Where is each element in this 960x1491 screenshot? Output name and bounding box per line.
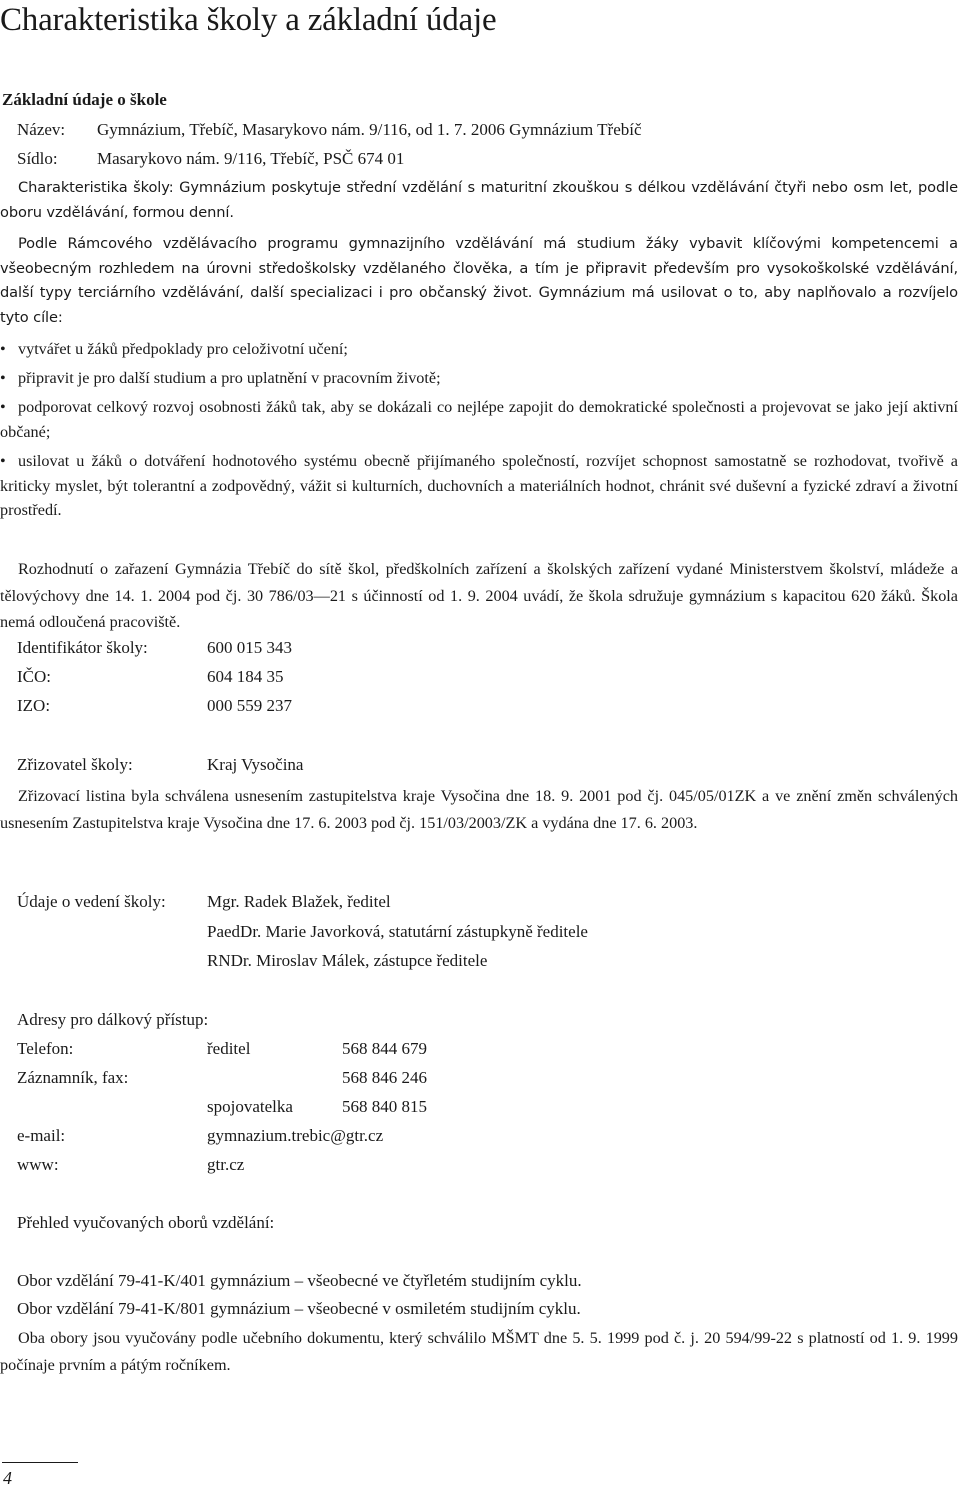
- program-item: Obor vzdělání 79-41-K/401 gymnázium – všeobecné ve čtyřletém studijním cyklu.: [17, 1271, 582, 1290]
- izo-label: IZO:: [17, 696, 51, 715]
- answering-number: 568 846 246: [342, 1068, 427, 1087]
- bullet-icon: •: [0, 369, 6, 387]
- management-label: Údaje o vedení školy:: [17, 892, 166, 911]
- school-id-value: 600 015 343: [207, 638, 292, 657]
- founding-charter: Zřizovací listina byla schválena usnesením zastupitelstva kraje Vysočina dne 18. 9. 2001 pod čj. 045/05/01ZK a ve znění změn schválených usnesením Zastupitelstva kraje Vysočina dne 17. 6. 2003 pod čj. 151/03/2003/ZK a vydána dne 17. 6. 2003.: [0, 787, 958, 832]
- basic-info-heading: Základní údaje o škole: [2, 90, 167, 109]
- deputy-director: RNDr. Miroslav Málek, zástupce ředitele: [207, 951, 488, 970]
- deputy-statutory: PaedDr. Marie Javorková, statutární zástupkyně ředitele: [207, 922, 588, 941]
- operator-number: 568 840 815: [342, 1097, 427, 1116]
- bullet-icon: •: [0, 340, 6, 358]
- name-label: Název:: [17, 120, 66, 139]
- goal-item: • vytvářet u žáků předpoklady pro celoživotní učení;: [0, 337, 958, 362]
- name-value: Gymnázium, Třebíč, Masarykovo nám. 9/116, od 1. 7. 2006 Gymnázium Třebíč: [97, 120, 642, 139]
- phone-number: 568 844 679: [342, 1039, 427, 1058]
- www-label: www:: [17, 1155, 59, 1174]
- network-decision: Rozhodnutí o zařazení Gymnázia Třebíč do sítě škol, předškolních zařízení a školských zařízení vydané Ministerstvem školství, mládeže a tělovýchovy dne 14. 1. 2004 pod čj. 30 786/03—21 s účinností od 1. 9. 2004 uvádí, že škola sdružuje gymnázium s kapacitou 620 žáků. Škola nemá odloučená pracoviště.: [0, 560, 958, 631]
- school-id-label: Identifikátor školy:: [17, 638, 148, 657]
- page-title: Charakteristika školy a základní údaje: [0, 2, 497, 38]
- goal-item: • usilovat u žáků o dotváření hodnotového systému obecně přijímaného společností, rozvíjet schopnost samostatně se rozhodovat, tvořivě a kriticky myslet, být tolerantní a zodpovědný, vážit si kulturních, duchovních a materiálních hodnot, chránit své duševní a fyzické zdraví a životní prostředí.: [0, 449, 958, 523]
- izo-value: 000 559 237: [207, 696, 292, 715]
- email-label: e-mail:: [17, 1126, 66, 1145]
- seat-label: Sídlo:: [17, 149, 58, 168]
- ico-value: 604 184 35: [207, 667, 284, 686]
- phone-label: Telefon:: [17, 1039, 74, 1058]
- school-characteristic: Charakteristika školy: Gymnázium poskytuje střední vzdělání s maturitní zkouškou s délkou vzdělávání čtyři nebo osm let, podle oboru vzdělávání, formou denní.: [0, 179, 958, 221]
- seat-value: Masarykovo nám. 9/116, Třebíč, PSČ 674 01: [97, 149, 405, 168]
- goal-item: • připravit je pro další studium a pro uplatnění v pracovním životě;: [0, 366, 958, 391]
- director: Mgr. Radek Blažek, ředitel: [207, 892, 391, 911]
- program-item: Obor vzdělání 79-41-K/801 gymnázium – všeobecné v osmiletém studijním cyklu.: [17, 1299, 581, 1318]
- phone-role: ředitel: [207, 1039, 251, 1058]
- footer-rule: [2, 1462, 78, 1463]
- answering-label: Záznamník, fax:: [17, 1068, 129, 1087]
- www-value: gtr.cz: [207, 1155, 245, 1174]
- founder-label: Zřizovatel školy:: [17, 755, 133, 774]
- bullet-icon: •: [0, 398, 6, 416]
- programs-note: Oba obory jsou vyučovány podle učebního dokumentu, který schválilo MŠMT dne 5. 5. 1999 pod č. j. 20 594/99-22 s platností od 1. 9. 1999 počínaje prvním a pátým ročníkem.: [0, 1329, 958, 1374]
- bullet-icon: •: [0, 452, 6, 470]
- goal-item: • podporovat celkový rozvoj osobnosti žáků tak, aby se dokázali co nejlépe zapojit do demokratické společnosti a projevovat se jako její aktivní občané;: [0, 395, 958, 444]
- ico-label: IČO:: [17, 667, 51, 686]
- operator-role: spojovatelka: [207, 1097, 293, 1116]
- email-value: gymnazium.trebic@gtr.cz: [207, 1126, 384, 1145]
- founder-value: Kraj Vysočina: [207, 755, 304, 774]
- programs-heading: Přehled vyučovaných oborů vzdělání:: [17, 1213, 275, 1232]
- rvp-intro: Podle Rámcového vzdělávacího programu gymnazijního vzdělávání má studium žáky vybavit klíčovými kompetencemi a všeobecným rozhledem na úrovni středoškolsky vzdělaného člověka, a tím je připravit především pro vysokoškolské vzdělávání, další typy terciárního vzdělávání, další specializaci i pro občanský život. Gymnázium má usilovat o to, aby naplňovalo a rozvíjelo tyto cíle:: [0, 235, 958, 327]
- contacts-heading: Adresy pro dálkový přístup:: [17, 1010, 209, 1029]
- page-number: 4: [3, 1468, 12, 1488]
